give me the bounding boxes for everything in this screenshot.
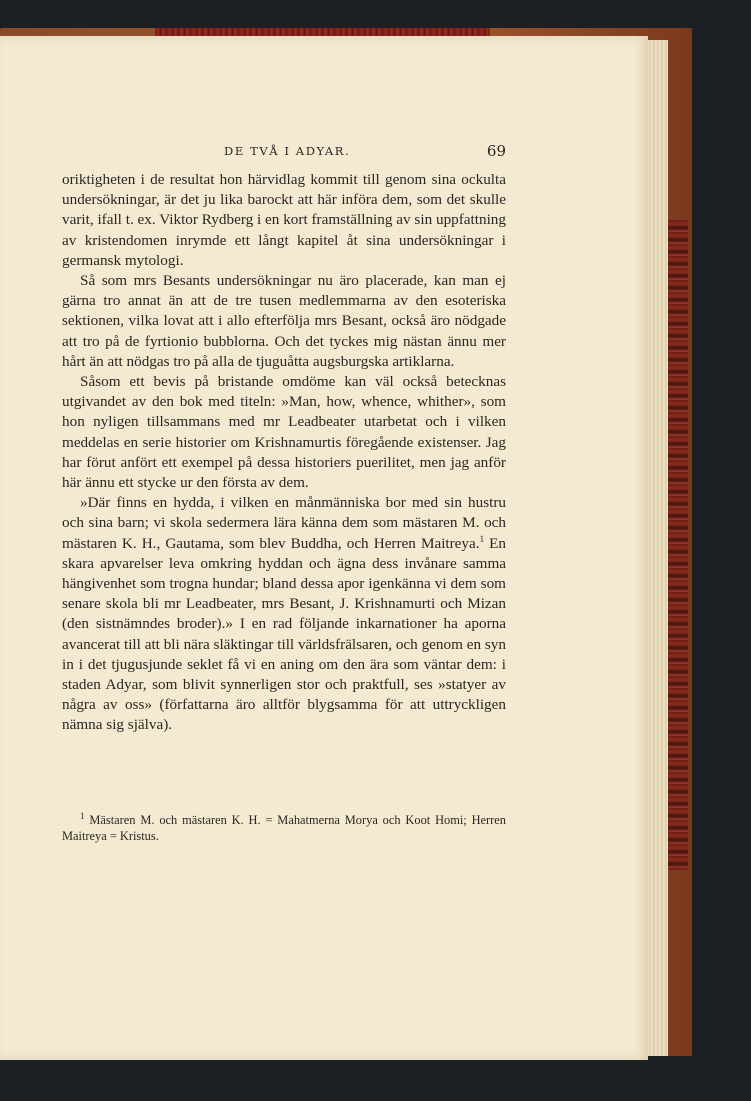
quote-part-2: En skara apvarelser leva omkring hyddan och ägna dess invånare samma hängivenhet som trogna hundar; bland dessa apor igenkänna vi dem som senare skola bli mr Leadbeater, mrs Besant, J. Krishnamurti och Mizan (den sistnämndes broder).» I en rad följande inkarnationer ha aporna avancerat till att bli nära släktingar till världsfrälsaren, och genom en syn in i det tjugusjunde seklet få vi en aning om den ära som väntar dem: i staden Adyar, som blivit synnerligen stor och praktfull, ses »statyer av några av oss» (författarna äro alltför blygsamma för att uttryckligen nämna sig själva). [62, 534, 506, 734]
paragraph: Så som mrs Besants undersökningar nu äro placerade, kan man ej gärna tro annat än att de tre tusen medlemmarna av den esoteriska sektionen, vilka lovat att i allo efterfölja mrs Besant, också äro nödgade att tro på de fyrtionio bubblorna. Och det tyckes mig nästan ännu mer hårt än att nödgas tro på alla de tjuguåtta augsburgska artiklarna. [62, 272, 506, 370]
page-number: 69 [486, 142, 506, 160]
body-text [62, 170, 506, 736]
footnote [62, 812, 506, 844]
paragraph: Såsom ett bevis på bristande omdöme kan väl också betecknas utgivandet av den bok med titeln: »Man, how, whence, whither», som hon nyligen tillsammans med mr Leadbeater utarbetat och i vilken meddelas en serie historier om Krishnamurtis föregående existenser. Jag har förut anfört ett exempel på dessa historiers puerilitet, men jag anför här ännu ett stycke ur den första av dem. [62, 373, 506, 492]
footnote-marker: 1 [80, 810, 85, 821]
running-title: DE TVÅ I ADYAR. [224, 144, 351, 158]
paragraph [62, 493, 506, 735]
running-header [224, 142, 506, 162]
footnote-reference: 1 [479, 533, 485, 544]
quote-part-1: »Där finns en hydda, i vilken en månmänniska bor med sin hustru och sina barn; vi skola sedermera lära känna dem som mästaren M. och mästaren K. H., Gautama, som blev Buddha, och Herren Maitreya. [62, 494, 506, 552]
footnote-text: Mästaren M. och mästaren K. H. = Mahatmerna Morya och Koot Homi; Herren Maitreya = Kristus. [62, 813, 506, 843]
marbled-spine-edge [666, 220, 688, 870]
paragraph: oriktigheten i de resultat hon härvidlag kommit till genom sina ockulta undersökningar, är det ju lika barockt att här införa dem, som det skulle varit, ifall t. ex. Viktor Rydberg i en kort framställning av sin uppfattning av kristendomen inrymde ett långt kapitel åt sina undersökningar i germansk mytologi. [62, 171, 506, 269]
